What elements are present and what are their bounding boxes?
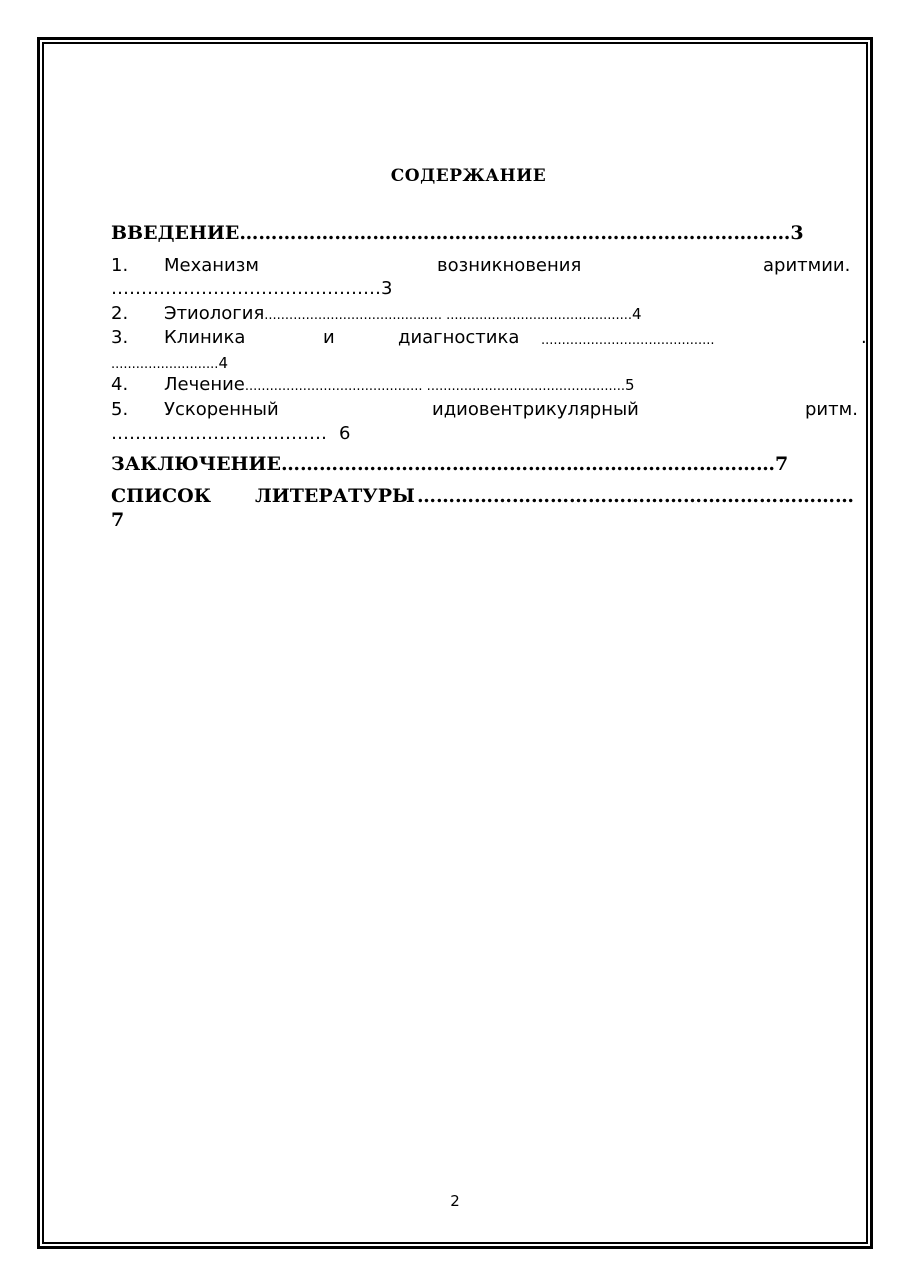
toc-title: СОДЕРЖАНИЕ: [390, 166, 547, 186]
toc-entry-3: [111, 327, 867, 351]
toc-entry-5: [111, 399, 867, 423]
toc-entry-label: Этиология: [164, 303, 265, 324]
toc-entry-page: 7: [774, 453, 789, 475]
toc-entry-number: 3.: [111, 327, 129, 348]
toc-entry-word: ЛИТЕРАТУРЫ: [255, 485, 415, 507]
toc-entry-label: ЗАКЛЮЧЕНИЕ: [111, 453, 281, 475]
page-number: 2: [450, 1192, 460, 1210]
toc-entry-2: [111, 303, 642, 324]
toc-entry-dots: ……………………………………………………………: [417, 485, 854, 507]
toc-entry-dots: ………………………………………: [111, 278, 381, 299]
toc-entry-dots: ………………………………: [111, 423, 327, 444]
toc-entry-label: ВВЕДЕНИЕ: [111, 222, 240, 244]
toc-entry-word: и: [323, 327, 335, 348]
toc-entry-dots: ……………………………………………………………………………: [239, 222, 791, 244]
toc-entry-dots: ……………………………………………………………………: [280, 453, 775, 475]
toc-entry-number: 4.: [111, 374, 129, 395]
toc-entry-number: 1.: [111, 255, 129, 276]
toc-entry-1-continuation: [111, 278, 392, 299]
toc-entry-conclusion: [111, 453, 788, 475]
toc-entry-page: 3: [790, 222, 804, 244]
toc-entry-page: 3: [381, 278, 393, 299]
toc-entry-references-page: 7: [111, 509, 125, 531]
toc-entry-word: диагностика: [398, 327, 520, 348]
toc-entry-page: 6: [339, 423, 351, 444]
toc-entry-page: 4: [218, 354, 228, 372]
toc-entry-number: 5.: [111, 399, 129, 420]
toc-entry-page: 5: [625, 376, 635, 394]
toc-entry-dots: ........................................... ................................................: [244, 379, 626, 394]
toc-entry-word: ритм.: [805, 399, 858, 420]
toc-entry-word: аритмии.: [763, 255, 851, 276]
toc-entry-dots-end: .: [861, 327, 867, 348]
toc-entry-dots: ..........................: [111, 357, 219, 372]
toc-entry-word: Ускоренный: [164, 399, 279, 420]
toc-entry-label: Лечение: [164, 374, 245, 395]
toc-entry-word: возникновения: [437, 255, 582, 276]
toc-entry-dots: ........................................... .............................................: [264, 308, 633, 323]
toc-entry-references: [111, 485, 867, 511]
toc-entry-word: Механизм: [164, 255, 259, 276]
toc-entry-page: 4: [632, 305, 642, 323]
toc-entry-intro: [111, 222, 804, 244]
toc-entry-word: идиовентрикулярный: [432, 399, 639, 420]
toc-entry-word: СПИСОК: [111, 485, 211, 507]
toc-entry-4: [111, 374, 635, 395]
toc-entry-1: [111, 255, 867, 279]
toc-entry-3-continuation: [111, 354, 228, 372]
toc-entry-number: 2.: [111, 303, 129, 324]
toc-entry-word: Клиника: [164, 327, 246, 348]
toc-entry-5-continuation: [111, 423, 350, 444]
toc-entry-dots: ..........................................: [541, 333, 715, 348]
